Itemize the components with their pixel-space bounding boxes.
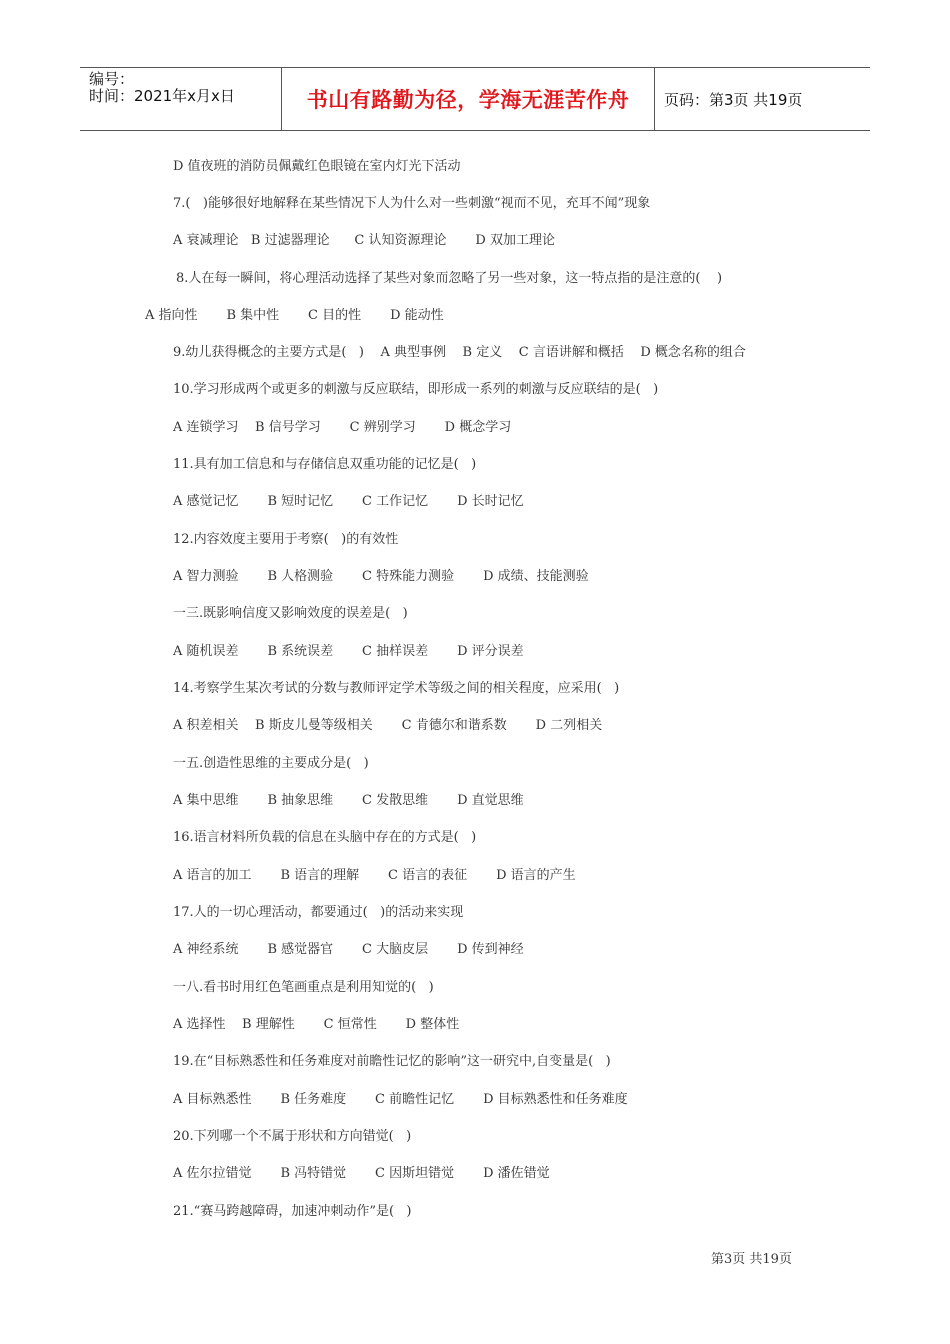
option-line: A 衰减理论 B 过滤器理论 C 认知资源理论 D 双加工理论 xyxy=(173,233,555,248)
option-line: D 值夜班的消防员佩戴红色眼镜在室内灯光下活动 xyxy=(173,159,461,174)
option-line: A 选择性 B 理解性 C 恒常性 D 整体性 xyxy=(173,1017,460,1032)
option-line: A 积差相关 B 斯皮儿曼等级相关 C 肯德尔和谐系数 D 二列相关 xyxy=(173,718,603,733)
question-line: 9.幼儿获得概念的主要方式是( ) A 典型事例 B 定义 C 言语讲解和概括 D 概念名称的组合 xyxy=(173,345,746,360)
header-meta xyxy=(89,71,279,105)
time-label: 时间：2021年x月x日 xyxy=(89,87,235,105)
header-motto: 书山有路勤为径，学海无涯苦作舟 xyxy=(306,88,630,112)
question-line: 一八.看书时用红色笔画重点是利用知觉的( ) xyxy=(173,980,434,995)
page-footer: 第3页 共19页 xyxy=(711,1252,792,1267)
header-table xyxy=(80,67,870,131)
header-page-code: 页码：第3页 共19页 xyxy=(664,90,803,109)
question-line: 10.学习形成两个或更多的刺激与反应联结，即形成一系列的刺激与反应联结的是( ) xyxy=(173,382,659,397)
question-line: 21.“赛马跨越障碍，加速冲刺动作”是( ) xyxy=(173,1204,412,1219)
question-line: 16.语言材料所负载的信息在头脑中存在的方式是( ) xyxy=(173,830,477,845)
question-line: 8.人在每一瞬间，将心理活动选择了某些对象而忽略了另一些对象，这一特点指的是注意的( ) xyxy=(176,271,723,286)
question-line: 12.内容效度主要用于考察( )的有效性 xyxy=(173,532,399,547)
question-line: 17.人的一切心理活动，都要通过( )的活动来实现 xyxy=(173,905,464,920)
option-line: A 神经系统 B 感觉器官 C 大脑皮层 D 传到神经 xyxy=(173,942,524,957)
option-line: A 佐尔拉错觉 B 冯特错觉 C 因斯坦错觉 D 潘佐错觉 xyxy=(173,1166,550,1181)
header-divider xyxy=(654,68,655,130)
option-line: A 连锁学习 B 信号学习 C 辨别学习 D 概念学习 xyxy=(173,420,512,435)
question-line: 一五.创造性思维的主要成分是( ) xyxy=(173,756,369,771)
option-line: A 集中思维 B 抽象思维 C 发散思维 D 直觉思维 xyxy=(173,793,524,808)
serial-label: 编号： xyxy=(89,70,135,88)
option-line: A 感觉记忆 B 短时记忆 C 工作记忆 D 长时记忆 xyxy=(173,494,524,509)
option-line: A 指向性 B 集中性 C 目的性 D 能动性 xyxy=(145,308,444,323)
question-line: 14.考察学生某次考试的分数与教师评定学术等级之间的相关程度，应采用( ) xyxy=(173,681,620,696)
question-line: 11.具有加工信息和与存储信息双重功能的记忆是( ) xyxy=(173,457,477,472)
question-line: 一三.既影响信度又影响效度的误差是( ) xyxy=(173,606,408,621)
question-line: 20.下列哪一个不属于形状和方向错觉( ) xyxy=(173,1129,412,1144)
question-line: 7.( )能够很好地解释在某些情况下人为什么对一些刺激“视而不见，充耳不闻”现象 xyxy=(173,196,651,211)
option-line: A 智力测验 B 人格测验 C 特殊能力测验 D 成绩、技能测验 xyxy=(173,569,589,584)
option-line: A 语言的加工 B 语言的理解 C 语言的表征 D 语言的产生 xyxy=(173,868,576,883)
question-line: 19.在“目标熟悉性和任务难度对前瞻性记忆的影响”这一研究中,自变量是( ) xyxy=(173,1054,611,1069)
option-line: A 随机误差 B 系统误差 C 抽样误差 D 评分误差 xyxy=(173,644,524,659)
option-line: A 目标熟悉性 B 任务难度 C 前瞻性记忆 D 目标熟悉性和任务难度 xyxy=(173,1092,628,1107)
